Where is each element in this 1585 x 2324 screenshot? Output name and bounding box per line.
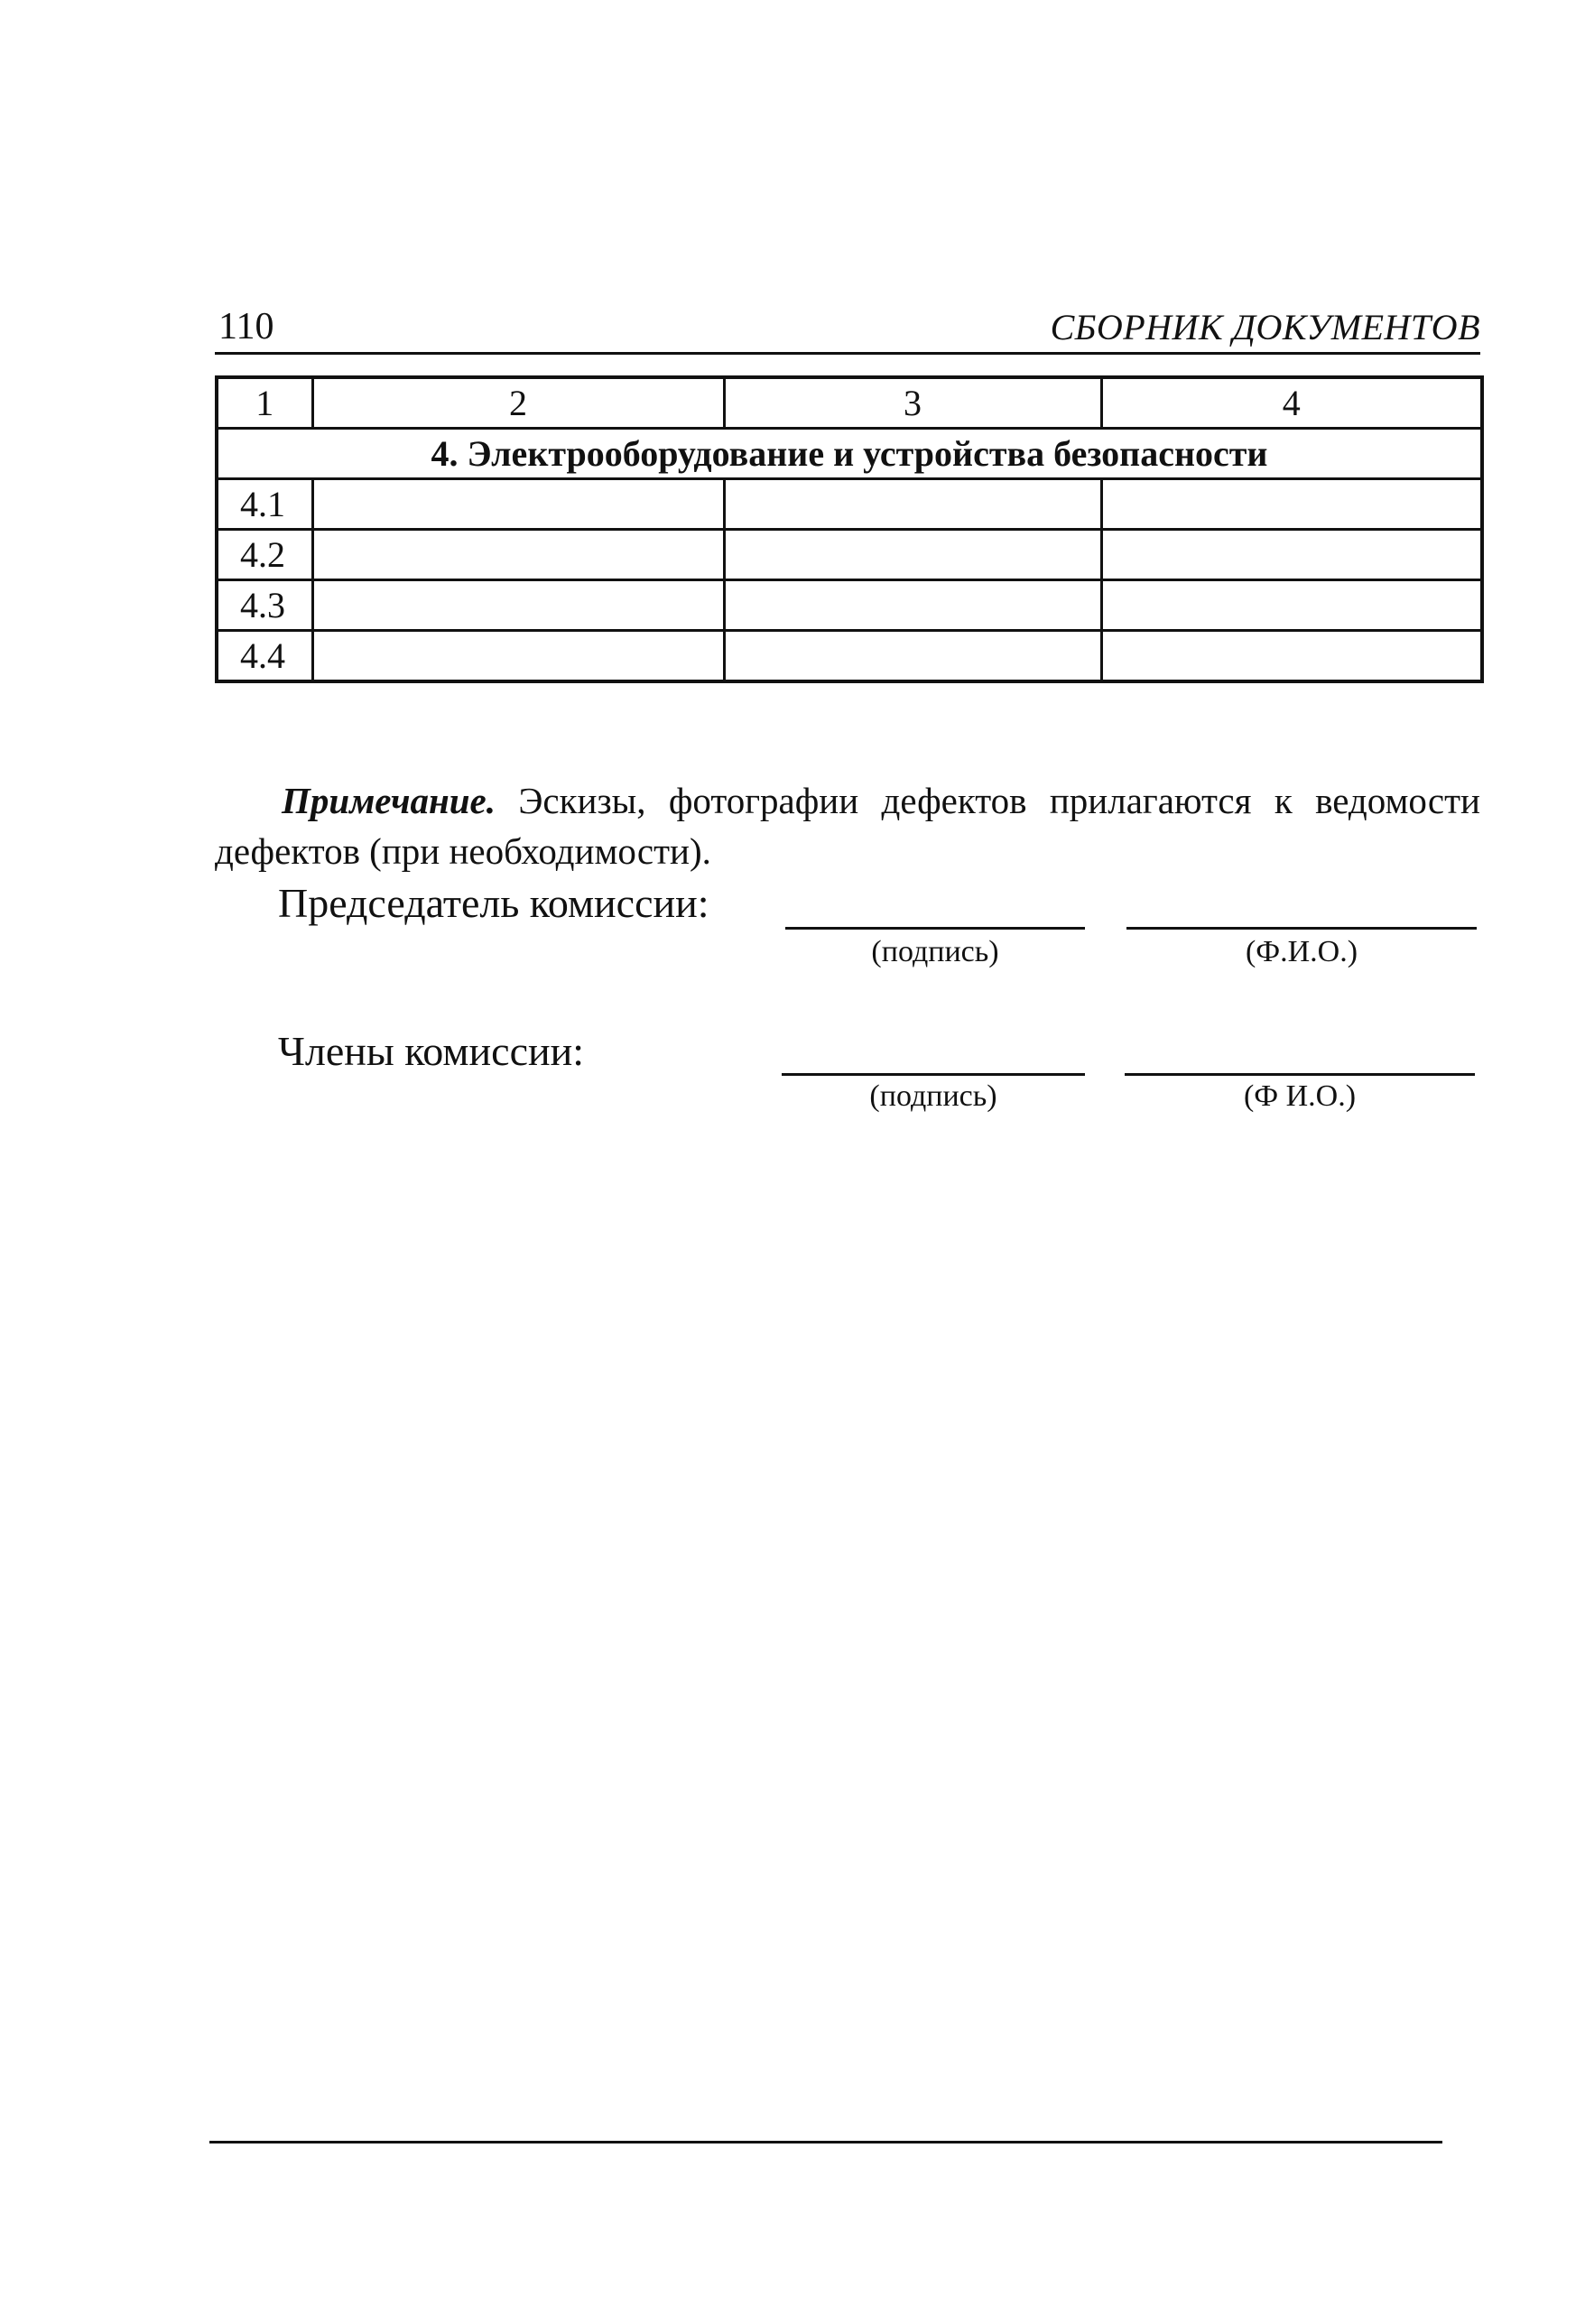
chairman-signature-line (785, 927, 1085, 930)
row-number: 4.3 (217, 580, 312, 631)
table-row (217, 479, 1482, 530)
members-signature-line (782, 1073, 1085, 1076)
column-number-cell: 4 (1101, 377, 1482, 429)
row-number: 4.1 (217, 479, 312, 530)
table-cell (312, 580, 724, 631)
column-number-cell: 2 (312, 377, 724, 429)
note-text: Эскизы, фотографии дефектов прилагаются к ведомости дефектов (при необходимости). (215, 780, 1480, 872)
section-title: 4. Электрооборудование и устройства безопасности (217, 429, 1482, 479)
chairman-signature-caption: (подпись) (871, 935, 999, 968)
table-cell (1101, 530, 1482, 580)
table-cell (724, 479, 1101, 530)
page-number: 110 (218, 306, 274, 347)
column-number-cell: 1 (217, 377, 312, 429)
chairman-name-caption: (Ф.И.О.) (1245, 935, 1358, 968)
members-signature-caption: (подпись) (869, 1079, 997, 1113)
table-cell (312, 631, 724, 682)
note-label: Примечание. (282, 780, 496, 821)
column-number-row (217, 377, 1482, 429)
table-row (217, 580, 1482, 631)
table-cell (1101, 631, 1482, 682)
chairman-name-line (1126, 927, 1477, 930)
row-number: 4.4 (217, 631, 312, 682)
column-number-cell: 3 (724, 377, 1101, 429)
running-title: СБОРНИК ДОКУМЕНТОВ (1050, 307, 1480, 347)
members-name-line (1125, 1073, 1475, 1076)
footer-rule (209, 2141, 1442, 2143)
table-cell (312, 479, 724, 530)
defects-table (215, 375, 1484, 683)
page-header (215, 300, 1480, 355)
table-cell (312, 530, 724, 580)
table-cell (1101, 479, 1482, 530)
table-row (217, 631, 1482, 682)
table-cell (1101, 580, 1482, 631)
chairman-label: Председатель комиссии: (278, 880, 709, 926)
table-cell (724, 580, 1101, 631)
table-cell (724, 530, 1101, 580)
section-row (217, 429, 1482, 479)
members-label: Члены комиссии: (278, 1028, 585, 1074)
table-row (217, 530, 1482, 580)
members-name-caption: (Ф И.О.) (1243, 1079, 1357, 1113)
table-cell (724, 631, 1101, 682)
note-paragraph (215, 775, 1480, 876)
row-number: 4.2 (217, 530, 312, 580)
